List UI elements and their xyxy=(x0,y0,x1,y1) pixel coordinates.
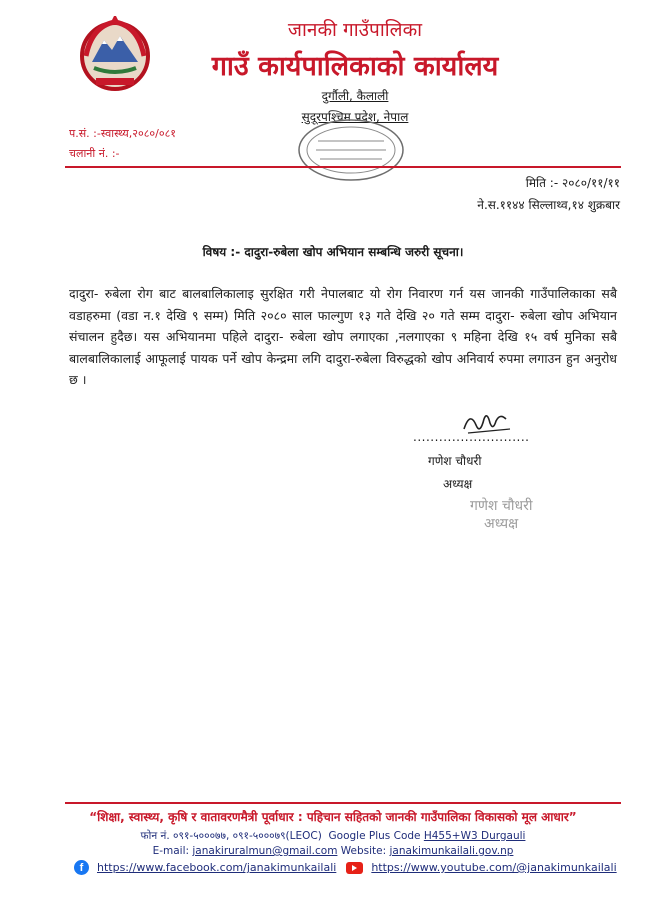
facebook-link[interactable]: https://www.facebook.com/janakimunkailali xyxy=(97,861,337,874)
footer-social-row xyxy=(74,860,634,875)
email-link[interactable]: janakiruralmun@gmail.com xyxy=(192,845,338,857)
website-label: Website: xyxy=(340,845,387,857)
letter-date: मिति :- २०८०/११/११ xyxy=(525,176,620,190)
reference-number: प.सं. :-स्वास्थ्य,२०८०/०८१ xyxy=(69,127,177,140)
footer-divider xyxy=(65,802,621,804)
youtube-link[interactable]: https://www.youtube.com/@janakimunkailali xyxy=(371,861,617,874)
letter-body: दादुरा- रुबेला रोग बाट बालबालिकालाइ सुरक्षित गरी नेपालबाट यो रोग निवारण गर्न यस जानकी गाउँपालिकाका सबै वडाहरुमा (वडा न.१ देखि ९ सम्म) मिति २०८० साल फाल्गुण १३ गते देखि २० गते सम्म दादुरा- रुबेला खोप अभियान संचालन हुदैछ। यस अभियानमा पहिले दादुरा- रुबेला खोप लगाएका ,नलगाएका ९ महिना देखि १५ वर्ष मुनिका सबै बालबालिकालाई आफूलाई पायक पर्ने खोप केन्द्रमा लगि दादुरा-रुबेला विरुद्धको खोप अनिवार्य रुपमा लगाउन हुन अनुरोध छ । xyxy=(69,286,617,387)
footer-slogan: “शिक्षा, स्वास्थ्य, कृषि र वातावरणमैत्री पूर्वाधार : पहिचान सहितको जानकी गाउँपालिका विकासको मूल आधार” xyxy=(89,810,577,824)
dispatch-number: चलानी नं. :- xyxy=(69,147,120,160)
plus-code-link[interactable]: H455+W3 Durgauli xyxy=(423,830,526,842)
address-line-1: दुर्गौली, कैलाली xyxy=(321,89,389,103)
phone-number: फोन नं. ०९१-५०००७७, ०९१-५०००७९(LEOC) xyxy=(140,830,322,842)
nepal-emblem-icon xyxy=(72,16,158,92)
office-title: गाउँ कार्यपालिकाको कार्यालय xyxy=(211,51,499,82)
facebook-icon[interactable]: f xyxy=(74,860,89,875)
stamp-role: अध्यक्ष xyxy=(484,516,519,532)
stamp-name: गणेश चौधरी xyxy=(470,498,533,514)
footer-email-row xyxy=(40,845,626,857)
website-link[interactable]: janakimunkailali.gov.np xyxy=(389,845,514,857)
signer-name: गणेश चौधरी xyxy=(428,454,482,468)
signer-role: अध्यक्ष xyxy=(443,477,473,491)
email-label: E-mail: xyxy=(152,845,190,857)
youtube-icon[interactable] xyxy=(346,862,363,874)
address-line-2: सुदूरपश्चिम प्रदेश, नेपाल xyxy=(301,110,409,124)
office-name: जानकी गाउँपालिका xyxy=(287,19,423,41)
signature-line: ........................... xyxy=(413,430,530,444)
nepal-sambat-date: ने.स.११४४ सिल्लाथ्व,१४ शुक्रबार xyxy=(477,198,620,212)
header-divider xyxy=(65,166,621,168)
footer-phone-row xyxy=(40,829,626,843)
letter-subject: विषय :- दादुरा-रुबेला खोप अभियान सम्बन्धि जरुरी सूचना। xyxy=(202,245,464,259)
plus-code-label: Google Plus Code xyxy=(328,830,421,842)
